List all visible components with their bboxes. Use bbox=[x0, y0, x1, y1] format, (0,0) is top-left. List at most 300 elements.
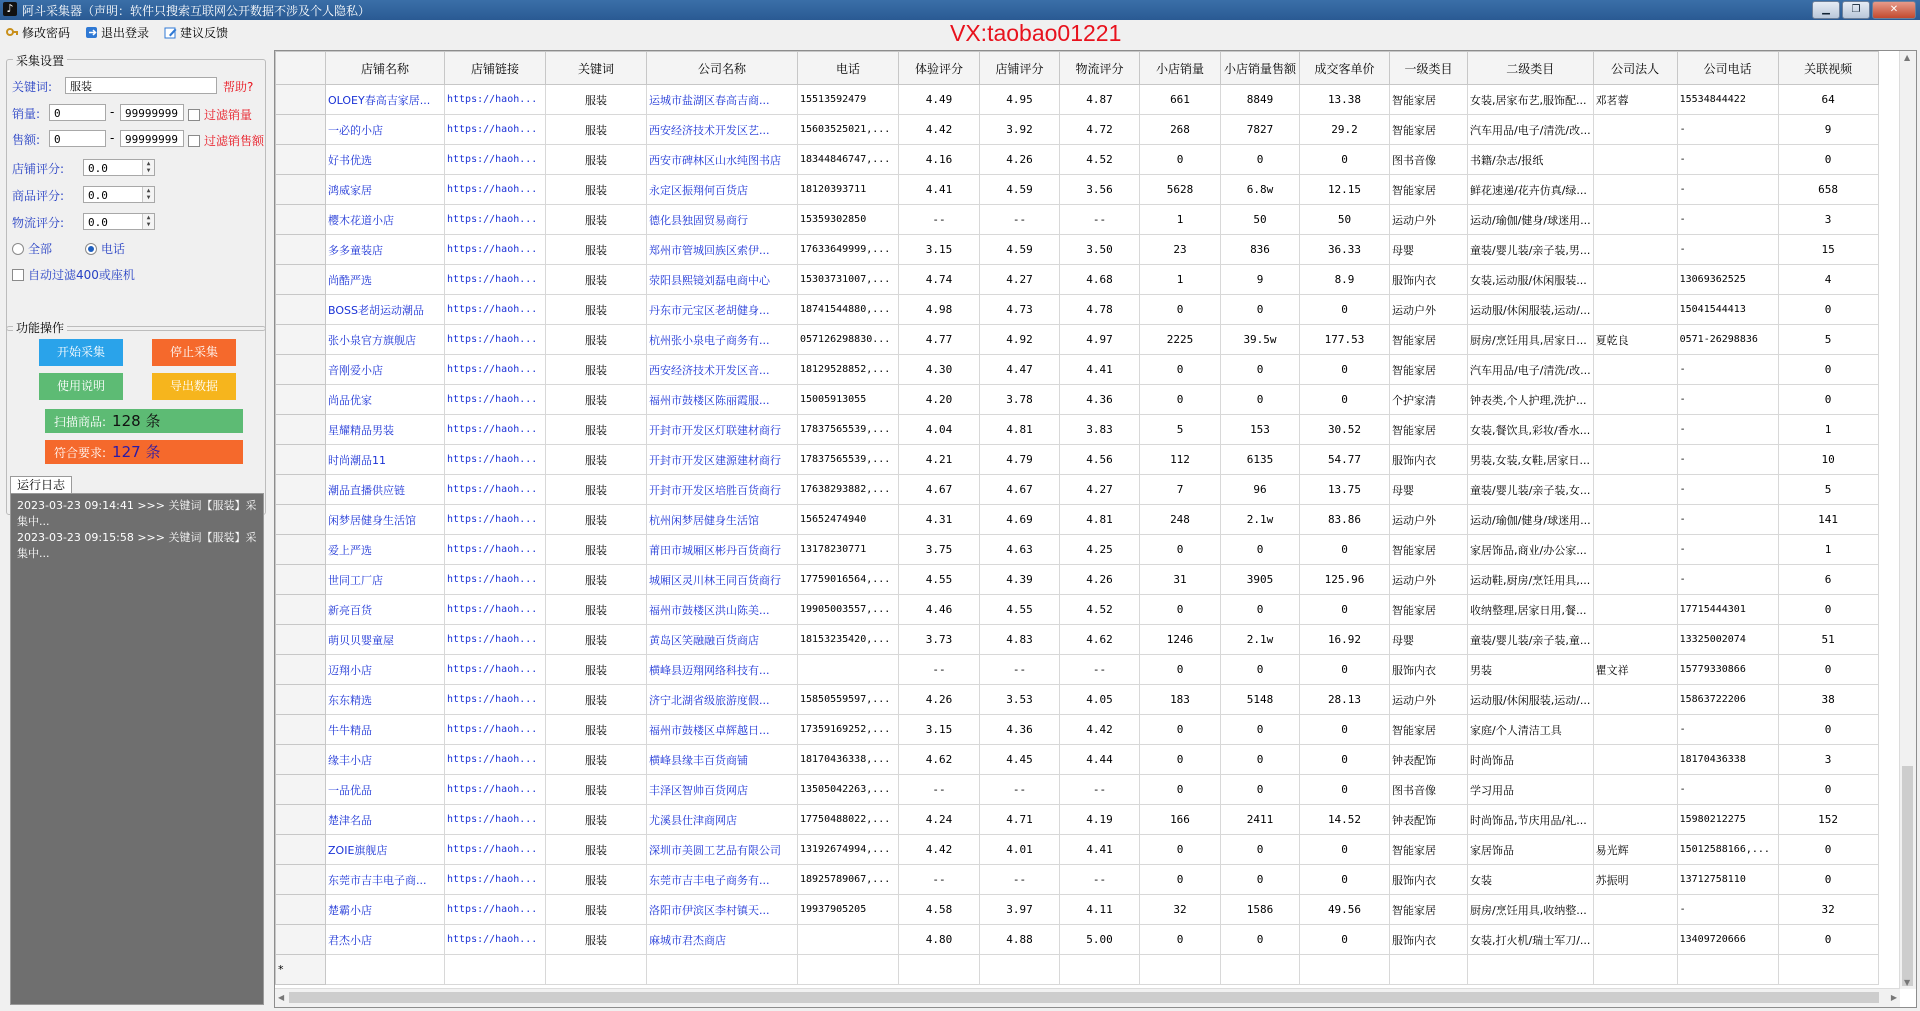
table-cell[interactable]: 时尚潮品11 bbox=[326, 445, 445, 475]
row-header[interactable] bbox=[276, 625, 326, 655]
row-header[interactable] bbox=[276, 385, 326, 415]
table-row[interactable] bbox=[276, 355, 1879, 385]
table-cell[interactable]: https://haoh... bbox=[445, 385, 546, 415]
table-row[interactable] bbox=[276, 595, 1879, 625]
column-header[interactable]: 体验评分 bbox=[899, 52, 980, 85]
table-cell[interactable]: https://haoh... bbox=[445, 835, 546, 865]
table-cell: 智能家居 bbox=[1390, 595, 1468, 625]
row-header[interactable] bbox=[276, 475, 326, 505]
table-cell[interactable] bbox=[1140, 955, 1221, 985]
row-header[interactable] bbox=[276, 865, 326, 895]
table-cell[interactable]: https://haoh... bbox=[445, 325, 546, 355]
auto-filter-checkbox[interactable] bbox=[12, 266, 135, 283]
table-cell: - bbox=[1677, 445, 1778, 475]
table-cell[interactable]: https://haoh... bbox=[445, 715, 546, 745]
table-cell: 17759016564,... bbox=[798, 565, 899, 595]
scroll-down-icon[interactable]: ▼ bbox=[1904, 978, 1911, 987]
row-header[interactable] bbox=[276, 655, 326, 685]
table-cell: 4.81 bbox=[980, 415, 1060, 445]
table-cell: 4.20 bbox=[899, 385, 980, 415]
table-cell[interactable] bbox=[647, 955, 798, 985]
table-cell[interactable]: BOSS老胡运动潮品 bbox=[326, 295, 445, 325]
scroll-left-icon[interactable]: ◀ bbox=[278, 993, 285, 1002]
table-cell: - bbox=[1677, 895, 1778, 925]
amount-min-input[interactable]: 0 bbox=[49, 130, 106, 147]
row-header[interactable] bbox=[276, 175, 326, 205]
table-cell: 图书音像 bbox=[1390, 145, 1468, 175]
change-password-menu[interactable] bbox=[6, 24, 70, 41]
table-cell: 166 bbox=[1140, 805, 1221, 835]
row-header[interactable] bbox=[276, 355, 326, 385]
column-header[interactable]: 公司名称 bbox=[647, 52, 798, 85]
table-cell[interactable]: 迈翔小店 bbox=[326, 655, 445, 685]
auto-filter-label: 自动过滤400或座机 bbox=[28, 268, 135, 282]
column-header[interactable]: 二级类目 bbox=[1468, 52, 1594, 85]
table-cell: 杭州闲梦居健身生活馆 bbox=[647, 505, 798, 535]
table-cell: 0 bbox=[1300, 775, 1390, 805]
table-cell: 18129528852,... bbox=[798, 355, 899, 385]
table-cell: 1 bbox=[1140, 205, 1221, 235]
column-header[interactable]: 电话 bbox=[798, 52, 899, 85]
table-cell: 8.9 bbox=[1300, 265, 1390, 295]
table-cell: 服装 bbox=[546, 205, 647, 235]
table-cell: 17715444301 bbox=[1677, 595, 1778, 625]
radio-circle bbox=[12, 243, 24, 255]
logout-label: 退出登录 bbox=[101, 26, 150, 40]
table-cell: 服装 bbox=[546, 325, 647, 355]
column-header[interactable]: 店铺名称 bbox=[326, 52, 445, 85]
row-header[interactable] bbox=[276, 115, 326, 145]
table-cell[interactable] bbox=[1060, 955, 1140, 985]
table-cell: 西安经济技术开发区音... bbox=[647, 355, 798, 385]
table-cell: 4.04 bbox=[899, 415, 980, 445]
table-row[interactable] bbox=[276, 655, 1879, 685]
row-header[interactable] bbox=[276, 265, 326, 295]
table-cell: 54.77 bbox=[1300, 445, 1390, 475]
table-cell: 4.41 bbox=[899, 175, 980, 205]
table-cell[interactable]: https://haoh... bbox=[445, 655, 546, 685]
table-cell: 杭州张小泉电子商务有... bbox=[647, 325, 798, 355]
table-cell: 0 bbox=[1300, 145, 1390, 175]
table-cell[interactable]: 一必的小店 bbox=[326, 115, 445, 145]
table-cell: 4.83 bbox=[980, 625, 1060, 655]
table-cell[interactable]: 缘丰小店 bbox=[326, 745, 445, 775]
table-cell[interactable]: https://haoh... bbox=[445, 235, 546, 265]
sales-min-input[interactable]: 0 bbox=[49, 104, 106, 121]
table-cell[interactable] bbox=[899, 955, 980, 985]
table-cell: 服装 bbox=[546, 865, 647, 895]
table-cell: 23 bbox=[1140, 235, 1221, 265]
row-header[interactable] bbox=[276, 205, 326, 235]
row-header[interactable] bbox=[276, 565, 326, 595]
table-cell: 洛阳市伊滨区李村镇天... bbox=[647, 895, 798, 925]
row-header[interactable] bbox=[276, 415, 326, 445]
table-cell: 17837565539,... bbox=[798, 415, 899, 445]
title-bar bbox=[0, 0, 1920, 20]
table-cell: 4.95 bbox=[980, 85, 1060, 115]
table-cell[interactable]: 楚霸小店 bbox=[326, 895, 445, 925]
table-cell[interactable]: https://haoh... bbox=[445, 85, 546, 115]
table-row[interactable] bbox=[276, 925, 1879, 955]
table-row[interactable] bbox=[276, 775, 1879, 805]
table-cell[interactable] bbox=[1300, 955, 1390, 985]
table-cell: 15 bbox=[1778, 235, 1878, 265]
spin-arrows-icon[interactable]: ▲ ▼ bbox=[142, 160, 154, 175]
table-cell: - bbox=[1677, 535, 1778, 565]
table-cell: 16.92 bbox=[1300, 625, 1390, 655]
table-row[interactable] bbox=[276, 145, 1879, 175]
vertical-scroll-thumb[interactable] bbox=[1902, 766, 1913, 986]
row-header[interactable] bbox=[276, 775, 326, 805]
table-cell[interactable]: 尚酷严选 bbox=[326, 265, 445, 295]
table-cell: - bbox=[1677, 775, 1778, 805]
column-header[interactable]: 店铺链接 bbox=[445, 52, 546, 85]
sales-max-input[interactable]: 99999999 bbox=[120, 104, 184, 121]
left-panel bbox=[0, 46, 270, 1011]
table-row[interactable] bbox=[276, 85, 1879, 115]
table-cell[interactable]: https://haoh... bbox=[445, 895, 546, 925]
scroll-right-icon[interactable]: ▶ bbox=[1890, 993, 1897, 1002]
table-cell: 0 bbox=[1221, 865, 1300, 895]
minimize-button[interactable]: ▁ bbox=[1812, 1, 1840, 19]
log-tab[interactable]: 运行日志 bbox=[10, 476, 72, 494]
table-cell[interactable]: https://haoh... bbox=[445, 925, 546, 955]
table-cell: 39.5w bbox=[1221, 325, 1300, 355]
table-cell: 4.59 bbox=[980, 235, 1060, 265]
table-row[interactable] bbox=[276, 505, 1879, 535]
table-cell: 3905 bbox=[1221, 565, 1300, 595]
table-cell: 4.88 bbox=[980, 925, 1060, 955]
table-row[interactable] bbox=[276, 715, 1879, 745]
table-row[interactable] bbox=[276, 475, 1879, 505]
table-cell: 服装 bbox=[546, 145, 647, 175]
row-header[interactable] bbox=[276, 835, 326, 865]
table-cell[interactable]: https://haoh... bbox=[445, 775, 546, 805]
keyword-input[interactable]: 服装 bbox=[65, 77, 217, 94]
table-cell: 德化县独固贸易商行 bbox=[647, 205, 798, 235]
table-cell[interactable]: https://haoh... bbox=[445, 145, 546, 175]
table-cell[interactable]: https://haoh... bbox=[445, 445, 546, 475]
table-cell[interactable]: 世同工厂店 bbox=[326, 565, 445, 595]
settings-group bbox=[6, 54, 266, 331]
goods-score-value: 0.0 bbox=[88, 189, 108, 202]
table-row[interactable] bbox=[276, 385, 1879, 415]
table-cell: 30.52 bbox=[1300, 415, 1390, 445]
table-cell[interactable]: https://haoh... bbox=[445, 355, 546, 385]
table-cell[interactable]: https://haoh... bbox=[445, 415, 546, 445]
table-cell[interactable]: https://haoh... bbox=[445, 805, 546, 835]
column-header[interactable]: 一级类目 bbox=[1390, 52, 1468, 85]
table-cell[interactable] bbox=[1390, 955, 1468, 985]
table-row[interactable] bbox=[276, 535, 1879, 565]
table-cell: 0 bbox=[1300, 835, 1390, 865]
table-cell: 4.42 bbox=[899, 115, 980, 145]
table-cell: 服装 bbox=[546, 295, 647, 325]
checkbox-box bbox=[188, 109, 200, 121]
table-cell: 0 bbox=[1300, 745, 1390, 775]
table-cell[interactable]: 张小泉官方旗舰店 bbox=[326, 325, 445, 355]
table-cell[interactable]: https://haoh... bbox=[445, 505, 546, 535]
app-logo-icon: ♪ bbox=[3, 2, 17, 16]
column-header[interactable]: 小店销量 bbox=[1140, 52, 1221, 85]
table-row[interactable] bbox=[276, 115, 1879, 145]
row-header[interactable] bbox=[276, 295, 326, 325]
logout-icon bbox=[85, 26, 98, 39]
table-cell: 济宁北湖省级旅游度假... bbox=[647, 685, 798, 715]
table-cell[interactable]: ZOIE旗舰店 bbox=[326, 835, 445, 865]
table-row[interactable] bbox=[276, 835, 1879, 865]
column-header[interactable]: 公司电话 bbox=[1677, 52, 1778, 85]
table-cell[interactable] bbox=[1677, 955, 1778, 985]
table-row[interactable] bbox=[276, 295, 1879, 325]
table-cell: 图书音像 bbox=[1390, 775, 1468, 805]
table-cell: 10 bbox=[1778, 445, 1878, 475]
table-row[interactable] bbox=[276, 865, 1879, 895]
table-cell: 4.67 bbox=[980, 475, 1060, 505]
table-cell[interactable]: OLOEY春高吉家居... bbox=[326, 85, 445, 115]
table-cell: 服装 bbox=[546, 475, 647, 505]
table-cell[interactable]: 一品优品 bbox=[326, 775, 445, 805]
table-cell: 邓茗蓉 bbox=[1593, 85, 1677, 115]
table-cell[interactable]: https://haoh... bbox=[445, 625, 546, 655]
guide-button[interactable]: 使用说明 bbox=[39, 373, 123, 400]
logout-menu[interactable] bbox=[85, 24, 149, 41]
table-cell bbox=[1593, 115, 1677, 145]
filter-amount-checkbox[interactable] bbox=[188, 132, 264, 149]
table-cell[interactable]: https://haoh... bbox=[445, 475, 546, 505]
radio-all[interactable] bbox=[12, 240, 52, 257]
table-cell: 18741544880,... bbox=[798, 295, 899, 325]
table-cell bbox=[1593, 595, 1677, 625]
table-cell: 5628 bbox=[1140, 175, 1221, 205]
table-row[interactable] bbox=[276, 625, 1879, 655]
row-header[interactable] bbox=[276, 85, 326, 115]
table-cell[interactable] bbox=[546, 955, 647, 985]
scanned-count bbox=[45, 409, 243, 433]
row-header[interactable] bbox=[276, 895, 326, 925]
table-cell[interactable]: 尚品优家 bbox=[326, 385, 445, 415]
maximize-button[interactable]: ❐ bbox=[1842, 1, 1870, 19]
table-row[interactable] bbox=[276, 895, 1879, 925]
column-header[interactable]: 小店销量售额 bbox=[1221, 52, 1300, 85]
table-cell: -- bbox=[980, 865, 1060, 895]
table-cell: 0 bbox=[1300, 385, 1390, 415]
table-cell: 4.71 bbox=[980, 805, 1060, 835]
table-cell: 4.72 bbox=[1060, 115, 1140, 145]
table-cell: 4.16 bbox=[899, 145, 980, 175]
table-cell[interactable]: 好书优选 bbox=[326, 145, 445, 175]
table-cell[interactable]: https://haoh... bbox=[445, 175, 546, 205]
spin-arrows-icon[interactable]: ▲ ▼ bbox=[142, 187, 154, 202]
logistics-score-stepper[interactable] bbox=[83, 213, 155, 230]
column-header[interactable]: 店铺评分 bbox=[980, 52, 1060, 85]
table-cell: 1 bbox=[1778, 415, 1878, 445]
table-cell: 4.26 bbox=[980, 145, 1060, 175]
radio-phone[interactable] bbox=[85, 240, 125, 257]
column-header[interactable]: 成交客单价 bbox=[1300, 52, 1390, 85]
table-cell[interactable]: 星耀精品男装 bbox=[326, 415, 445, 445]
table-cell[interactable]: 鸿威家居 bbox=[326, 175, 445, 205]
table-cell: 50 bbox=[1300, 205, 1390, 235]
stop-button[interactable]: 停止采集 bbox=[152, 339, 236, 366]
table-cell: -- bbox=[899, 205, 980, 235]
row-header[interactable] bbox=[276, 805, 326, 835]
table-cell[interactable]: https://haoh... bbox=[445, 295, 546, 325]
row-header[interactable] bbox=[276, 235, 326, 265]
table-cell[interactable]: https://haoh... bbox=[445, 595, 546, 625]
row-header[interactable] bbox=[276, 715, 326, 745]
horizontal-scrollbar[interactable] bbox=[275, 988, 1900, 1007]
table-row[interactable] bbox=[276, 205, 1879, 235]
table-cell: 福州市鼓楼区陈丽霞服... bbox=[647, 385, 798, 415]
table-cell: 3.75 bbox=[899, 535, 980, 565]
table-cell[interactable]: https://haoh... bbox=[445, 745, 546, 775]
row-header[interactable] bbox=[276, 685, 326, 715]
table-cell: 4.87 bbox=[1060, 85, 1140, 115]
table-cell bbox=[1593, 415, 1677, 445]
table-cell: 瞿文祥 bbox=[1593, 655, 1677, 685]
shop-score-stepper[interactable] bbox=[83, 159, 155, 176]
new-row-marker: * bbox=[276, 955, 326, 985]
table-row[interactable] bbox=[276, 175, 1879, 205]
table-cell[interactable] bbox=[326, 955, 445, 985]
table-cell[interactable]: 音刚爱小店 bbox=[326, 355, 445, 385]
table-cell: 96 bbox=[1221, 475, 1300, 505]
table-cell: 13192674994,... bbox=[798, 835, 899, 865]
table-cell[interactable]: 潮品直播供应链 bbox=[326, 475, 445, 505]
table-cell: 0 bbox=[1778, 385, 1878, 415]
row-header[interactable] bbox=[276, 145, 326, 175]
goods-score-stepper[interactable] bbox=[83, 186, 155, 203]
table-cell[interactable]: 君杰小店 bbox=[326, 925, 445, 955]
results-grid[interactable] bbox=[274, 50, 1917, 1008]
table-cell: 服装 bbox=[546, 655, 647, 685]
table-cell[interactable]: 多多童装店 bbox=[326, 235, 445, 265]
row-header[interactable] bbox=[276, 505, 326, 535]
table-row[interactable] bbox=[276, 565, 1879, 595]
table-cell: 4.01 bbox=[980, 835, 1060, 865]
table-cell[interactable]: 楚津名品 bbox=[326, 805, 445, 835]
table-cell: 0 bbox=[1300, 535, 1390, 565]
column-header[interactable]: 物流评分 bbox=[1060, 52, 1140, 85]
table-cell[interactable] bbox=[1221, 955, 1300, 985]
table-row[interactable] bbox=[276, 235, 1879, 265]
filter-amount-label: 过滤销售额 bbox=[204, 134, 265, 148]
table-cell[interactable] bbox=[1593, 955, 1677, 985]
start-button[interactable]: 开始采集 bbox=[39, 339, 123, 366]
table-row[interactable] bbox=[276, 685, 1879, 715]
new-row[interactable] bbox=[276, 955, 1879, 985]
table-cell: 服装 bbox=[546, 805, 647, 835]
table-cell: 4.49 bbox=[899, 85, 980, 115]
column-header[interactable]: 公司法人 bbox=[1593, 52, 1677, 85]
table-cell[interactable] bbox=[980, 955, 1060, 985]
horizontal-scroll-thumb[interactable] bbox=[289, 992, 1879, 1003]
table-cell: 3.83 bbox=[1060, 415, 1140, 445]
table-cell[interactable]: 樱木花道小店 bbox=[326, 205, 445, 235]
table-cell[interactable]: https://haoh... bbox=[445, 115, 546, 145]
close-button[interactable]: ✕ bbox=[1872, 1, 1916, 19]
export-button[interactable]: 导出数据 bbox=[152, 373, 236, 400]
table-cell[interactable]: 萌贝贝婴童屋 bbox=[326, 625, 445, 655]
table-cell: 18153235420,... bbox=[798, 625, 899, 655]
table-cell[interactable]: https://haoh... bbox=[445, 535, 546, 565]
table-cell: 0 bbox=[1140, 745, 1221, 775]
column-header[interactable]: 关键词 bbox=[546, 52, 647, 85]
table-cell[interactable]: https://haoh... bbox=[445, 565, 546, 595]
help-link[interactable]: 帮助? bbox=[223, 80, 254, 94]
table-cell: 4.63 bbox=[980, 535, 1060, 565]
row-header-corner bbox=[276, 52, 326, 85]
table-cell: 郑州市管城回族区索伊... bbox=[647, 235, 798, 265]
table-cell[interactable]: https://haoh... bbox=[445, 865, 546, 895]
table-cell: 智能家居 bbox=[1390, 175, 1468, 205]
table-cell: 智能家居 bbox=[1390, 535, 1468, 565]
table-cell: 童装/婴儿装/亲子装,女... bbox=[1468, 475, 1594, 505]
table-cell: 服装 bbox=[546, 85, 647, 115]
vertical-scrollbar[interactable] bbox=[1899, 51, 1916, 989]
row-header[interactable] bbox=[276, 595, 326, 625]
table-cell: 4.46 bbox=[899, 595, 980, 625]
table-row[interactable] bbox=[276, 445, 1879, 475]
table-cell[interactable]: 新亮百货 bbox=[326, 595, 445, 625]
table-row[interactable] bbox=[276, 805, 1879, 835]
table-row[interactable] bbox=[276, 415, 1879, 445]
table-row[interactable] bbox=[276, 325, 1879, 355]
table-cell[interactable] bbox=[798, 955, 899, 985]
table-cell[interactable]: https://haoh... bbox=[445, 685, 546, 715]
amount-max-input[interactable]: 99999999 bbox=[120, 130, 184, 147]
filter-sales-checkbox[interactable] bbox=[188, 106, 252, 123]
table-cell: 4.73 bbox=[980, 295, 1060, 325]
table-cell: 服装 bbox=[546, 115, 647, 145]
table-cell: 0 bbox=[1221, 295, 1300, 325]
table-cell bbox=[1593, 745, 1677, 775]
scroll-up-icon[interactable]: ▲ bbox=[1904, 53, 1911, 62]
row-header[interactable] bbox=[276, 445, 326, 475]
table-row[interactable] bbox=[276, 265, 1879, 295]
table-cell[interactable]: https://haoh... bbox=[445, 205, 546, 235]
row-header[interactable] bbox=[276, 535, 326, 565]
table-cell[interactable]: 牛牛精品 bbox=[326, 715, 445, 745]
table-cell[interactable] bbox=[445, 955, 546, 985]
table-row[interactable] bbox=[276, 745, 1879, 775]
row-header[interactable] bbox=[276, 325, 326, 355]
feedback-menu[interactable] bbox=[164, 24, 228, 41]
table-cell[interactable]: 东东精选 bbox=[326, 685, 445, 715]
spin-arrows-icon[interactable]: ▲ ▼ bbox=[142, 214, 154, 229]
table-cell: 横峰县迈翔网络科技有... bbox=[647, 655, 798, 685]
table-cell: 时尚饰品,节庆用品/礼... bbox=[1468, 805, 1594, 835]
table-cell[interactable] bbox=[1778, 955, 1878, 985]
column-header[interactable]: 关联视频 bbox=[1778, 52, 1878, 85]
table-cell: 3.73 bbox=[899, 625, 980, 655]
table-cell: 17638293882,... bbox=[798, 475, 899, 505]
table-cell: 钟表配饰 bbox=[1390, 745, 1468, 775]
table-cell[interactable]: 爱上严选 bbox=[326, 535, 445, 565]
table-cell: 开封市开发区培胜百货商行 bbox=[647, 475, 798, 505]
table-cell: 18344846747,... bbox=[798, 145, 899, 175]
table-cell bbox=[798, 655, 899, 685]
row-header[interactable] bbox=[276, 925, 326, 955]
table-cell: 4.44 bbox=[1060, 745, 1140, 775]
row-header[interactable] bbox=[276, 745, 326, 775]
table-cell[interactable]: https://haoh... bbox=[445, 265, 546, 295]
table-cell[interactable]: 闲梦居健身生活馆 bbox=[326, 505, 445, 535]
table-cell[interactable]: 东莞市吉丰电子商... bbox=[326, 865, 445, 895]
table-cell: 黄岛区笑融融百货商店 bbox=[647, 625, 798, 655]
table-cell[interactable] bbox=[1468, 955, 1594, 985]
